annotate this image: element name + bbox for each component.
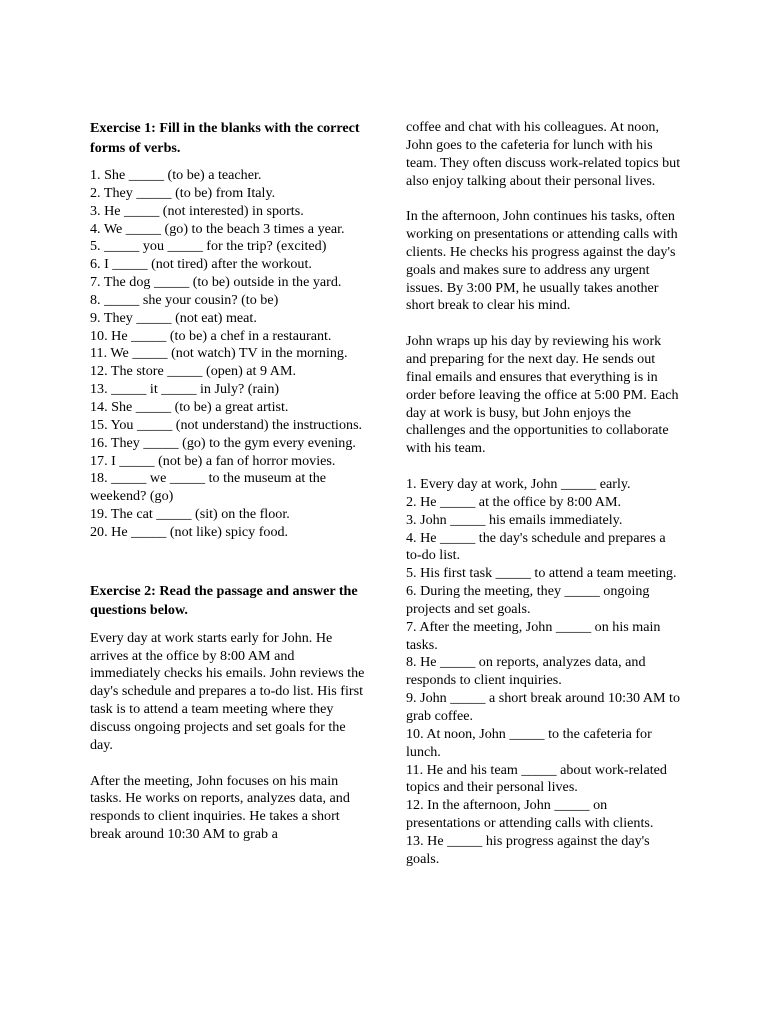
passage-paragraph-3: In the afternoon, John continues his tasks, often working on presentations or attending calls with clients. He checks his progress against the day's goals and makes sure to address any urgent issues. By 3:00 PM, he usually takes another short break to clear his mind. bbox=[406, 208, 678, 314]
exercise1-item: 8. _____ she your cousin? (to be) bbox=[90, 291, 279, 308]
exercise2-question: 12. In the afternoon, John _____ on presentations or attending calls with clients. bbox=[406, 797, 654, 832]
exercise1-item: 11. We _____ (not watch) TV in the morning. bbox=[90, 345, 348, 362]
exercise1-item: 17. I _____ (not be) a fan of horror movies. bbox=[90, 452, 336, 469]
exercise1-item: 9. They _____ (not eat) meat. bbox=[90, 309, 257, 326]
paragraph-spacer bbox=[406, 190, 682, 208]
exercise1-item: 4. We _____ (go) to the beach 3 times a year. bbox=[90, 220, 345, 237]
paragraph-spacer bbox=[406, 458, 682, 476]
exercise2-question: 9. John _____ a short break around 10:30 AM to grab coffee. bbox=[406, 690, 681, 724]
exercise2-question: 10. At noon, John _____ to the cafeteria for lunch. bbox=[406, 725, 652, 760]
passage-paragraph-2-end: coffee and chat with his colleagues. At noon, John goes to the cafeteria for lunch with his team. They often discuss work-related topics but also enjoy talking about their personal lives. bbox=[406, 119, 681, 189]
passage-paragraph-1: Every day at work starts early for John. He arrives at the office by 8:00 AM and immediately checks his emails. John reviews the day's schedule and prepares a to-do list. His first task is to attend a team meeting where they discuss ongoing projects and set goals for the day. bbox=[90, 629, 365, 753]
exercise2-question-list bbox=[406, 476, 682, 869]
exercise2-question: 11. He and his team _____ about work-related topics and their personal lives. bbox=[406, 761, 667, 796]
exercise1-item: 7. The dog _____ (to be) outside in the yard. bbox=[90, 274, 342, 291]
exercise1-item: 13. _____ it _____ in July? (rain) bbox=[90, 381, 280, 398]
exercise1-item: 18. _____ we _____ to the museum at the weekend? (go) bbox=[90, 470, 327, 505]
exercise1-item: 19. The cat _____ (sit) on the floor. bbox=[90, 506, 290, 523]
passage-paragraph-4: John wraps up his day by reviewing his work and preparing for the next day. He sends out final emails and ensures that everything is in order before leaving the office at 5:00 PM. Each day at work is busy, but John enjoys the challenges and the opportunities to collaborate with his team. bbox=[406, 333, 679, 457]
exercise1-item: 14. She _____ (to be) a great artist. bbox=[90, 398, 289, 415]
exercise2-question: 4. He _____ the day's schedule and prepares a to-do list. bbox=[406, 529, 666, 564]
exercise2-question: 1. Every day at work, John _____ early. bbox=[406, 476, 631, 493]
exercise1-item: 2. They _____ (to be) from Italy. bbox=[90, 184, 276, 201]
exercise1-item: 20. He _____ (not like) spicy food. bbox=[90, 523, 289, 540]
left-column bbox=[90, 119, 366, 844]
passage-paragraph-2-start: After the meeting, John focuses on his main tasks. He works on reports, analyzes data, and responds to client inquiries. He takes a short break around 10:30 AM to grab a bbox=[90, 772, 350, 843]
exercise2-question: 6. During the meeting, they _____ ongoing projects and set goals. bbox=[406, 583, 650, 617]
exercise1-item: 5. _____ you _____ for the trip? (excited) bbox=[90, 238, 327, 255]
exercise1-item: 15. You _____ (not understand) the instructions. bbox=[90, 416, 363, 433]
exercise2-question: 8. He _____ on reports, analyzes data, and responds to client inquiries. bbox=[406, 654, 646, 689]
exercise2-question: 2. He _____ at the office by 8:00 AM. bbox=[406, 493, 622, 510]
exercise2-question: 5. His first task _____ to attend a team meeting. bbox=[406, 565, 677, 582]
paragraph-spacer bbox=[90, 755, 366, 773]
exercise1-item: 16. They _____ (go) to the gym every evening. bbox=[90, 434, 356, 451]
exercise2-heading: Exercise 2: Read the passage and answer the questions below. bbox=[90, 582, 358, 619]
exercise1-item: 12. The store _____ (open) at 9 AM. bbox=[90, 363, 297, 380]
right-column bbox=[406, 119, 682, 869]
exercise1-item: 3. He _____ (not interested) in sports. bbox=[90, 202, 304, 219]
exercise1-list bbox=[90, 167, 366, 542]
exercise2-question: 13. He _____ his progress against the day's goals. bbox=[406, 832, 650, 867]
exercise2-question: 3. John _____ his emails immediately. bbox=[406, 511, 623, 528]
exercise1-heading: Exercise 1: Fill in the blanks with the correct forms of verbs. bbox=[90, 120, 360, 156]
exercise1-item: 6. I _____ (not tired) after the workout. bbox=[90, 256, 312, 273]
paragraph-spacer bbox=[406, 315, 682, 333]
exercise1-item: 10. He _____ (to be) a chef in a restaurant. bbox=[90, 327, 332, 344]
exercise2-question: 7. After the meeting, John _____ on his main tasks. bbox=[406, 618, 661, 653]
exercise1-item: 1. She _____ (to be) a teacher. bbox=[90, 167, 262, 183]
